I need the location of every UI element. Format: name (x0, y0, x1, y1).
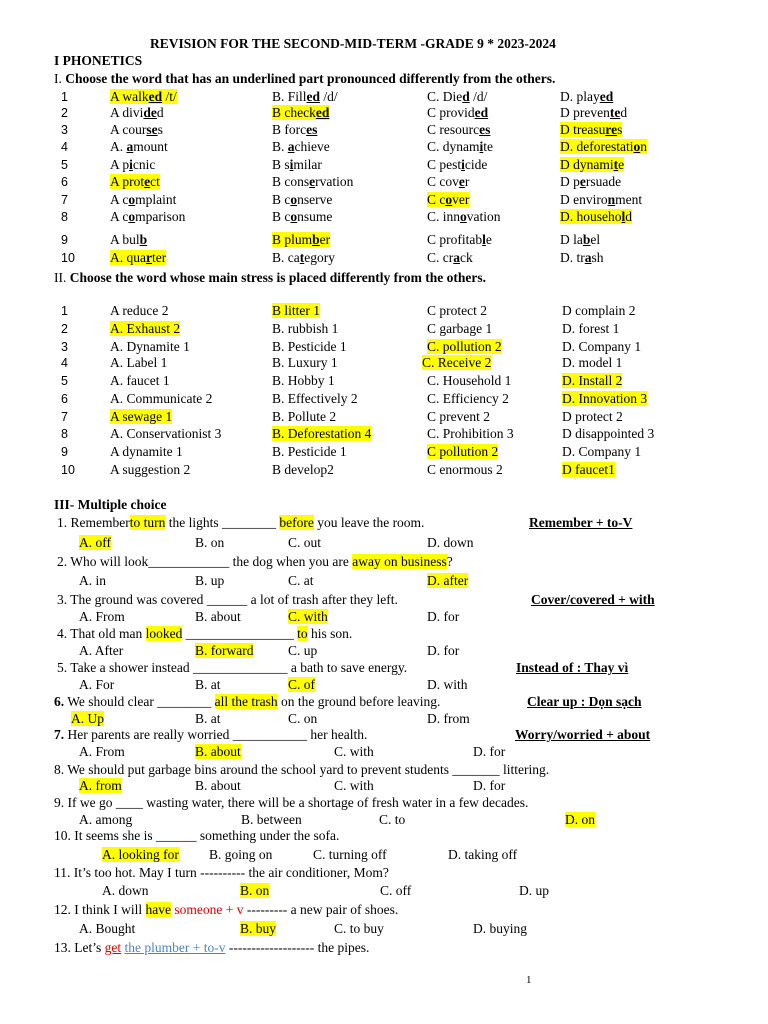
part2-option: A. Conservationist 3 (110, 426, 222, 441)
part2-option: D. Company 1 (562, 444, 642, 459)
grammar-note: Instead of : Thay vì (516, 660, 629, 675)
section-heading-multiple-choice: III- Multiple choice (54, 497, 167, 512)
part1-option: B similar (272, 157, 322, 172)
part2-option: B. rubbish 1 (272, 321, 339, 336)
part1-row-number: 8 (61, 210, 68, 224)
part1-option: C cover (427, 192, 470, 207)
part2-row-number: 1 (61, 304, 68, 318)
part2-option: A. Exhaust 2 (110, 321, 181, 336)
grammar-note: Cover/covered + with (531, 592, 655, 607)
question-10: 10. It seems she is ______ something under the sofa. (54, 828, 340, 843)
part2-row-number: 4 (61, 356, 68, 370)
answer-option: C. with (288, 609, 328, 624)
answer-option: A. from (79, 778, 122, 793)
part1-option: D label (560, 232, 601, 247)
answer-option: B. on (195, 535, 225, 550)
answer-option: D. for (427, 643, 460, 658)
answer-option: D. taking off (448, 847, 518, 862)
part1-option: A comparison (110, 209, 186, 224)
part1-option: C. innovation (427, 209, 501, 224)
answer-option: A. Up (71, 711, 104, 726)
part1-option: D environment (560, 192, 643, 207)
part1-option: D treasures (560, 122, 623, 137)
part2-option: C enormous 2 (427, 462, 503, 477)
part1-option: B. category (272, 250, 335, 265)
part2-option: A dynamite 1 (110, 444, 183, 459)
part1-option: C. crack (427, 250, 473, 265)
answer-option: A. From (79, 609, 125, 624)
part1-option: C provided (427, 105, 489, 120)
part2-option: C pollution 2 (427, 444, 499, 459)
part1-option: A protect (110, 174, 160, 189)
part1-option: B forces (272, 122, 318, 137)
question-9: 9. If we go ____ wasting water, there will be a shortage of fresh water in a few decades. (54, 795, 529, 810)
part2-row-number: 3 (61, 340, 68, 354)
page-number: 1 (526, 974, 532, 986)
answer-option: C. to (379, 812, 406, 827)
answer-option: D. for (427, 609, 460, 624)
answer-option: A. For (79, 677, 115, 692)
question-3: 3. The ground was covered ______ a lot of trash after they left. (57, 592, 398, 607)
answer-option: C. with (334, 744, 374, 759)
part2-option: A reduce 2 (110, 303, 169, 318)
part2-option: C garbage 1 (427, 321, 493, 336)
question-5: 5. Take a shower instead ______________ a bath to save energy. (57, 660, 408, 675)
answer-option: A. looking for (102, 847, 179, 862)
answer-option: C. up (288, 643, 318, 658)
part1-option: B conservation (272, 174, 354, 189)
part1-row-number: 1 (61, 90, 68, 104)
part1-option: B conserve (272, 192, 333, 207)
answer-option: B. on (240, 883, 270, 898)
part2-row-number: 6 (61, 392, 68, 406)
part1-option: C. Died /d/ (427, 89, 488, 104)
part1-option: B. Filled /d/ (272, 89, 338, 104)
grammar-note: Remember + to-V (529, 515, 633, 530)
answer-option: C. turning off (313, 847, 387, 862)
answer-option: D. buying (473, 921, 527, 936)
part1-option: C resources (427, 122, 491, 137)
part2-option: A sewage 1 (110, 409, 173, 424)
part2-option: D. forest 1 (562, 321, 620, 336)
part2-option: A. Communicate 2 (110, 391, 213, 406)
part2-option: D. Innovation 3 (562, 391, 648, 406)
answer-option: D. from (427, 711, 470, 726)
part1-option: B. achieve (272, 139, 330, 154)
part2-row-number: 9 (61, 445, 68, 459)
answer-option: B. up (195, 573, 225, 588)
answer-option: D. on (565, 812, 595, 827)
part1-option: A complaint (110, 192, 177, 207)
part2-option: A. Dynamite 1 (110, 339, 190, 354)
question-2: 2. Who will look____________ the dog when you are away on business? (57, 554, 453, 569)
answer-option: B. at (195, 677, 221, 692)
part2-option: C. pollution 2 (427, 339, 502, 354)
part2-option: B. Effectively 2 (272, 391, 358, 406)
part2-option: B. Luxury 1 (272, 355, 338, 370)
part1-row-number: 10 (61, 251, 75, 265)
part2-option: D faucet1 (562, 462, 615, 477)
part1-option: D. played (560, 89, 614, 104)
part1-option: C. dynamite (427, 139, 494, 154)
answer-option: B. going on (209, 847, 273, 862)
part2-option: B. Deforestation 4 (272, 426, 372, 441)
grammar-note: Clear up : Dọn sạch (527, 694, 642, 709)
answer-option: C. with (334, 778, 374, 793)
part1-option: D. deforestation (560, 139, 647, 154)
part1-option: B consume (272, 209, 333, 224)
part1-row-number: 4 (61, 140, 68, 154)
part1-option: D. trash (560, 250, 604, 265)
part1-option: C profitable (427, 232, 492, 247)
question-1: 1. Rememberto turn the lights ________ before you leave the room. (57, 515, 425, 530)
part1-row-number: 9 (61, 233, 68, 247)
part2-row-number: 10 (61, 463, 75, 477)
part2-option: C. Prohibition 3 (427, 426, 514, 441)
question-12: 12. I think I will have someone + v --------- a new pair of shoes. (54, 902, 399, 917)
part1-option: B checked (272, 105, 330, 120)
part1-option: C pesticide (427, 157, 488, 172)
part2-row-number: 2 (61, 322, 68, 336)
part1-option: A divided (110, 105, 164, 120)
answer-option: A. off (79, 535, 111, 550)
part2-option: B. Pollute 2 (272, 409, 337, 424)
answer-option: A. Bought (79, 921, 136, 936)
part2-option: B. Hobby 1 (272, 373, 335, 388)
question-4: 4. That old man looked ________________ to his son. (57, 626, 353, 641)
part2-option: D. model 1 (562, 355, 623, 370)
answer-option: B. forward (195, 643, 254, 658)
question-7: 7. Her parents are really worried ___________ her health. (54, 727, 368, 742)
answer-option: C. at (288, 573, 314, 588)
part2-option: D. Install 2 (562, 373, 623, 388)
part1-option: C cover (427, 174, 470, 189)
answer-option: A. among (79, 812, 133, 827)
part2-row-number: 7 (61, 410, 68, 424)
answer-option: C. to buy (334, 921, 384, 936)
part1-option: A. quarter (110, 250, 167, 265)
part1-instruction: I. Choose the word that has an underlined part pronounced differently from the others. (54, 71, 556, 86)
part2-option: B litter 1 (272, 303, 320, 318)
part1-option: A walked /t/ (110, 89, 177, 104)
part1-option: D prevented (560, 105, 628, 120)
part2-option: D protect 2 (562, 409, 623, 424)
part1-option: A bulb (110, 232, 148, 247)
part1-option: A picnic (110, 157, 156, 172)
answer-option: A. down (102, 883, 149, 898)
answer-option: D. with (427, 677, 468, 692)
answer-option: B. about (195, 744, 241, 759)
answer-option: A. After (79, 643, 124, 658)
answer-option: A. in (79, 573, 106, 588)
answer-option: C. on (288, 711, 318, 726)
answer-option: D. up (519, 883, 549, 898)
question-6: 6. We should clear ________ all the trash on the ground before leaving. (54, 694, 441, 709)
part1-option: D. household (560, 209, 633, 224)
part2-option: D. Company 1 (562, 339, 642, 354)
part2-instruction: II. Choose the word whose main stress is placed differently from the others. (54, 270, 486, 285)
part1-row-number: 5 (61, 158, 68, 172)
part1-option: D persuade (560, 174, 622, 189)
page-title: REVISION FOR THE SECOND-MID-TERM -GRADE 9 * 2023-2024 (150, 36, 556, 51)
part1-option: A. amount (110, 139, 168, 154)
part2-option: A suggestion 2 (110, 462, 191, 477)
answer-option: C. of (288, 677, 315, 692)
part2-row-number: 5 (61, 374, 68, 388)
part2-option: B. Pesticide 1 (272, 444, 347, 459)
part1-row-number: 7 (61, 193, 68, 207)
answer-option: B. about (195, 778, 241, 793)
answer-option: C. off (380, 883, 412, 898)
answer-option: D. after (427, 573, 469, 588)
part2-option: C. Receive 2 (422, 355, 492, 370)
part2-option: A. faucet 1 (110, 373, 170, 388)
part2-option: C. Efficiency 2 (427, 391, 509, 406)
part2-row-number: 8 (61, 427, 68, 441)
answer-option: B. about (195, 609, 241, 624)
section-heading-phonetics: I PHONETICS (54, 53, 143, 68)
part2-option: C protect 2 (427, 303, 487, 318)
answer-option: D. for (473, 778, 506, 793)
answer-option: B. between (241, 812, 302, 827)
answer-option: D. down (427, 535, 474, 550)
part1-row-number: 3 (61, 123, 68, 137)
part1-option: B plumber (272, 232, 331, 247)
part1-option: D dynamite (560, 157, 625, 172)
answer-option: A. From (79, 744, 125, 759)
question-13: 13. Let’s get the plumber + to-v ------------------- the pipes. (54, 940, 370, 955)
part1-row-number: 2 (61, 106, 68, 120)
part2-option: D complain 2 (562, 303, 636, 318)
part2-option: B develop2 (272, 462, 334, 477)
question-11: 11. It’s too hot. May I turn ---------- the air conditioner, Mom? (54, 865, 389, 880)
part2-option: B. Pesticide 1 (272, 339, 347, 354)
question-8: 8. We should put garbage bins around the school yard to prevent students _______ littering. (54, 762, 550, 777)
answer-option: B. buy (240, 921, 277, 936)
answer-option: D. for (473, 744, 506, 759)
part1-option: A courses (110, 122, 163, 137)
answer-option: B. at (195, 711, 221, 726)
part2-option: A. Label 1 (110, 355, 168, 370)
part1-row-number: 6 (61, 175, 68, 189)
grammar-note: Worry/worried + about (515, 727, 651, 742)
answer-option: C. out (288, 535, 322, 550)
part2-option: C. Household 1 (427, 373, 512, 388)
part2-option: C prevent 2 (427, 409, 490, 424)
part2-option: D disappointed 3 (562, 426, 655, 441)
